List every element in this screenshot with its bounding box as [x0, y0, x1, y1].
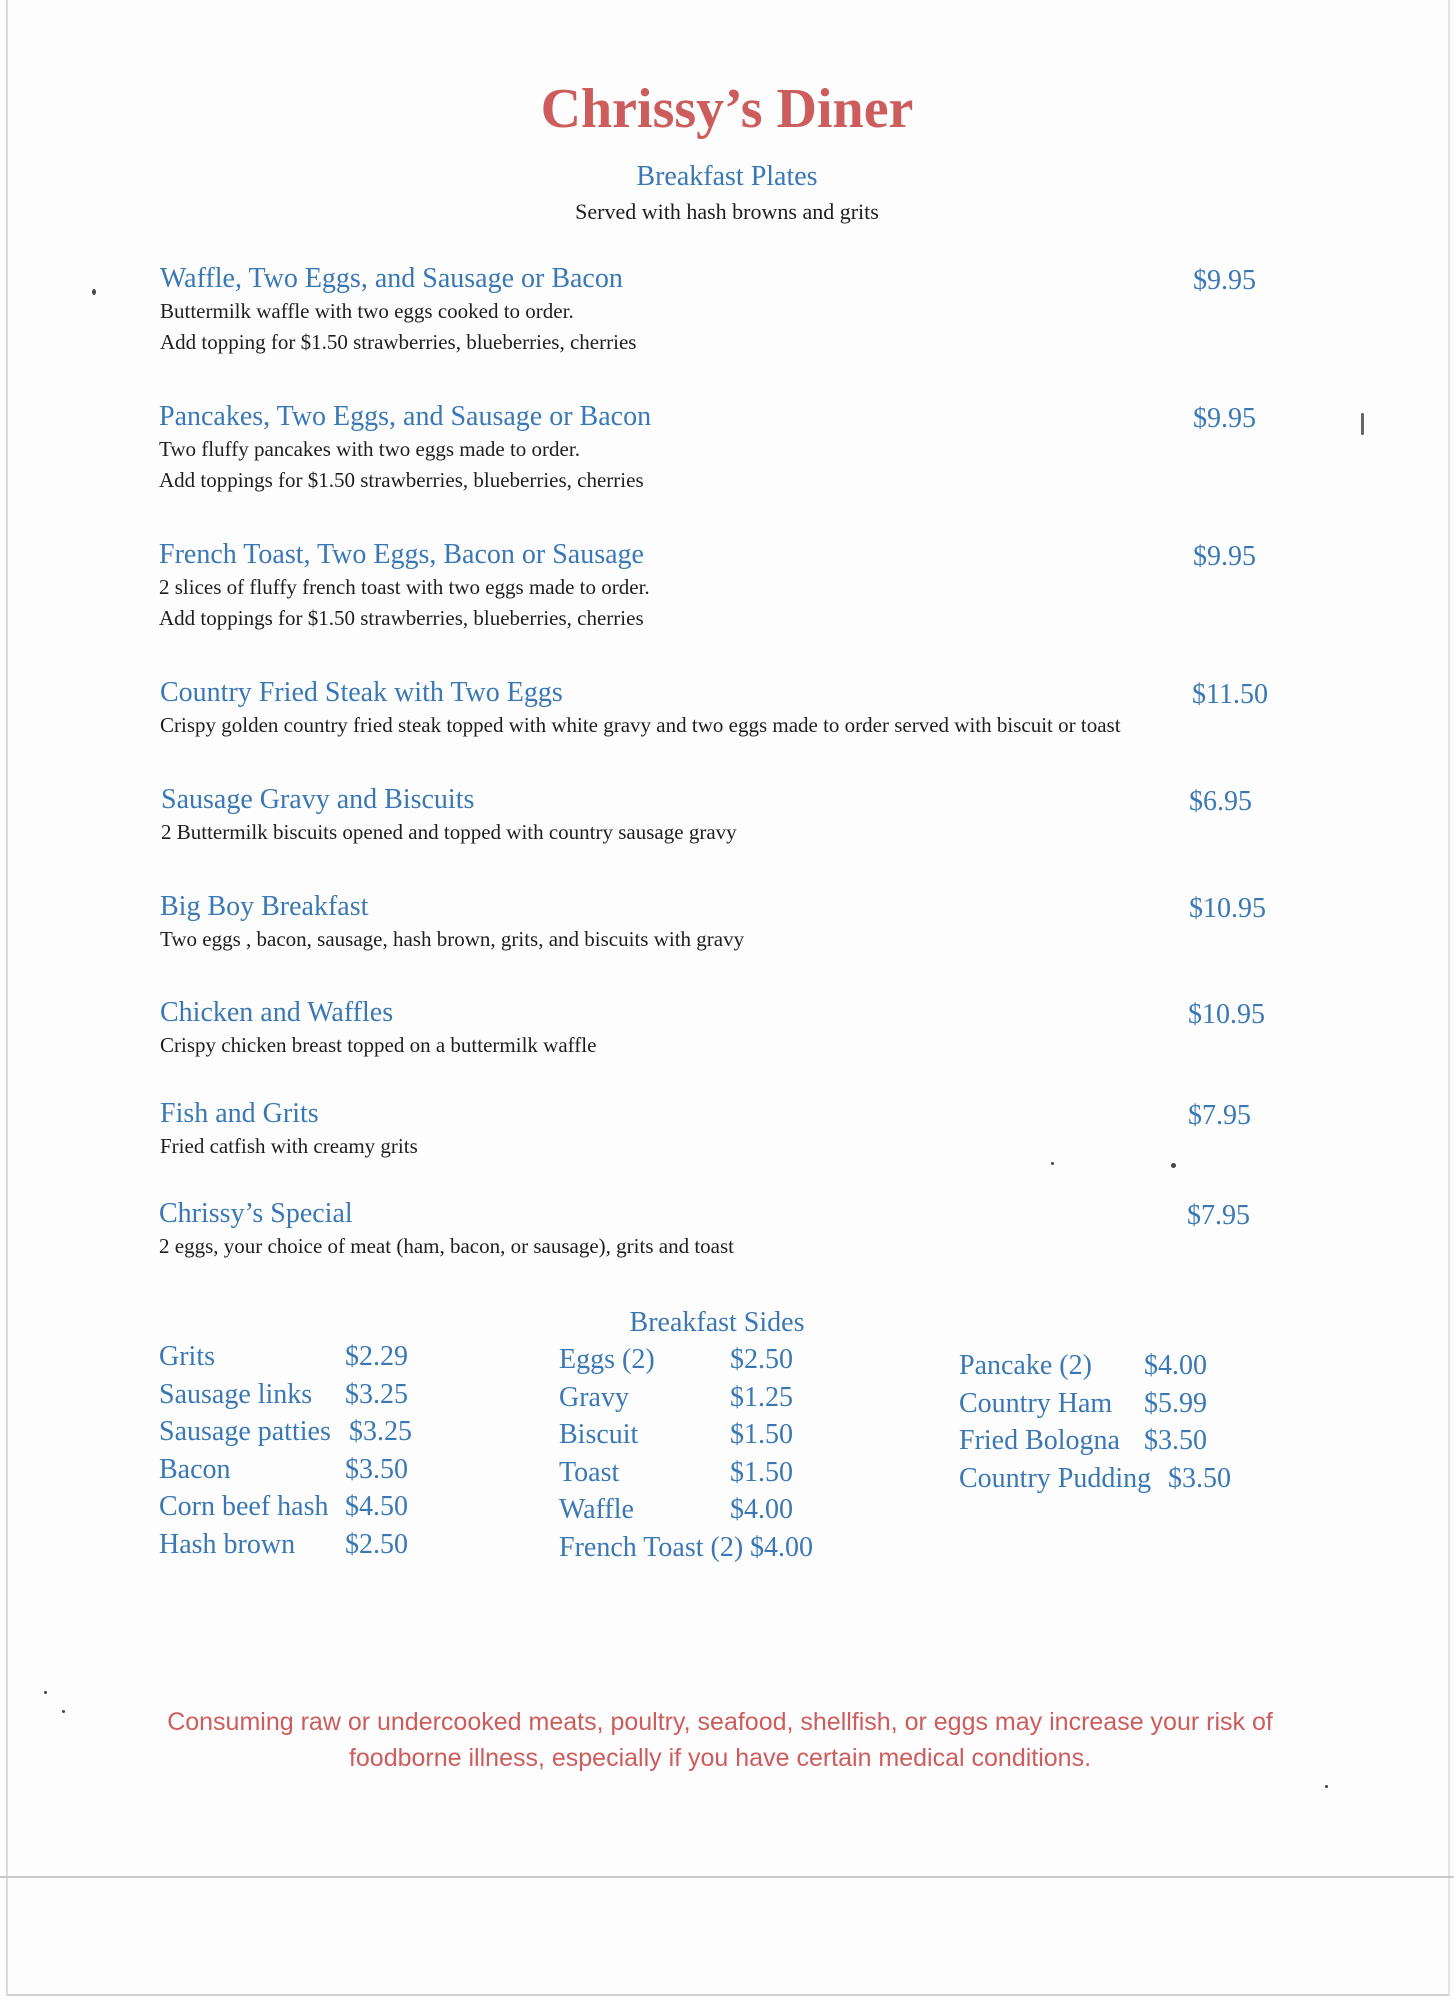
menu-item-description: 2 slices of fluffy french toast with two eggs made to order. [159, 575, 650, 599]
side-item-price: $3.25 [349, 1416, 412, 1447]
menu-item-name: Pancakes, Two Eggs, and Sausage or Bacon [159, 401, 652, 432]
side-item [559, 1454, 793, 1492]
side-item-price: $2.29 [345, 1341, 408, 1372]
side-item-name: Eggs (2) [559, 1344, 655, 1375]
side-item-price: $1.50 [730, 1419, 793, 1450]
section-note: Served with hash browns and grits [575, 199, 879, 224]
scan-speck [1051, 1162, 1054, 1165]
side-item-name: Sausage links [159, 1378, 313, 1410]
side-item [159, 1413, 412, 1451]
menu-item [160, 1097, 1280, 1162]
diner-title: Chrissy’s Diner [540, 78, 914, 140]
menu-item-name: Chicken and Waffles [160, 997, 394, 1028]
side-item-price: $3.50 [345, 1453, 408, 1485]
scan-speck [1171, 1163, 1176, 1168]
scan-line [0, 1876, 1454, 1878]
menu-item-name: Country Fried Steak with Two Eggs [160, 677, 563, 708]
side-item-price: $5.99 [1144, 1387, 1207, 1419]
menu-item-price: $9.95 [1193, 403, 1256, 434]
side-item [959, 1347, 1207, 1385]
scan-speck [92, 289, 96, 295]
scan-speck [1361, 413, 1364, 435]
side-item-name: French Toast (2) [559, 1531, 744, 1563]
side-item [959, 1422, 1207, 1460]
sides-column-1 [159, 1338, 412, 1563]
menu-item [159, 400, 1279, 496]
side-item [559, 1341, 793, 1379]
side-item-price: $1.50 [730, 1456, 793, 1488]
menu-item-price: $7.95 [1188, 1100, 1251, 1131]
menu-item-description: Two fluffy pancakes with two eggs made to order. [159, 437, 580, 461]
side-item-name: Pancake (2) [959, 1350, 1092, 1381]
menu-item-price: $11.50 [1192, 679, 1268, 710]
side-item-name: Grits [159, 1341, 215, 1372]
menu-item-name: Fish and Grits [160, 1098, 319, 1129]
side-item-name: Country Ham [959, 1387, 1113, 1419]
side-item-name: Toast [559, 1456, 620, 1488]
side-item-name: Fried Bologna [959, 1425, 1120, 1456]
menu-item-description: Add toppings for $1.50 strawberries, blueberries, cherries [159, 468, 644, 492]
menu-item-description: Add topping for $1.50 strawberries, blueberries, cherries [160, 330, 637, 354]
side-item-price: $1.25 [730, 1381, 793, 1413]
menu-item-price: $10.95 [1189, 893, 1266, 924]
menu-item [161, 783, 1281, 848]
menu-item-price: $9.95 [1193, 265, 1256, 296]
side-item [559, 1379, 793, 1417]
menu-item [160, 262, 1280, 358]
menu-item-description: Add toppings for $1.50 strawberries, blueberries, cherries [159, 606, 644, 630]
side-item-price: $2.50 [345, 1528, 408, 1560]
side-item-name: Waffle [559, 1494, 634, 1525]
menu-item-name: Sausage Gravy and Biscuits [161, 784, 475, 815]
menu-item-description: Crispy golden country fried steak topped with white gravy and two eggs made to order served with biscuit or toast [160, 713, 1121, 737]
side-item-name: Hash brown [159, 1528, 296, 1560]
side-item [959, 1460, 1231, 1498]
side-item-price: $3.50 [1168, 1462, 1231, 1494]
side-item-price: $4.00 [750, 1531, 813, 1563]
side-item [959, 1385, 1207, 1423]
menu-item-price: $6.95 [1189, 786, 1252, 817]
sides-column-3 [959, 1347, 1231, 1497]
side-item-price: $4.50 [345, 1491, 408, 1522]
menu-item [160, 890, 1280, 955]
side-item-name: Biscuit [559, 1419, 639, 1450]
menu-item [160, 996, 1280, 1061]
side-item-price: $4.00 [1144, 1350, 1207, 1381]
menu-item-price: $9.95 [1193, 541, 1256, 572]
menu-item [160, 676, 1280, 741]
menu-item-description: 2 eggs, your choice of meat (ham, bacon, or sausage), grits and toast [159, 1234, 734, 1258]
food-safety-warning: Consuming raw or undercooked meats, poultry, seafood, shellfish, or eggs may increase your risk of foodborne illness, especially if you have certain medical conditions. [167, 1708, 1273, 1772]
side-item [159, 1376, 408, 1414]
menu-item-price: $10.95 [1188, 999, 1265, 1030]
menu-item [159, 538, 1279, 634]
menu-item-name: French Toast, Two Eggs, Bacon or Sausage [159, 539, 644, 570]
side-item-name: Corn beef hash [159, 1491, 329, 1522]
menu-item-description: Crispy chicken breast topped on a buttermilk waffle [160, 1033, 597, 1057]
side-item [159, 1526, 408, 1564]
side-item [159, 1488, 408, 1526]
side-item [559, 1529, 813, 1567]
menu-item-name: Chrissy’s Special [159, 1198, 353, 1229]
menu-item-name: Big Boy Breakfast [160, 891, 369, 922]
side-item [559, 1416, 793, 1454]
menu-item-description: Buttermilk waffle with two eggs cooked to order. [160, 299, 574, 323]
side-item-name: Sausage patties [159, 1416, 331, 1447]
side-item-price: $4.00 [730, 1494, 793, 1525]
scan-speck [44, 1691, 47, 1694]
side-item-price: $2.50 [730, 1344, 793, 1375]
sides-title: Breakfast Sides [629, 1307, 805, 1338]
side-item-name: Gravy [559, 1381, 629, 1413]
scan-speck [62, 1710, 65, 1713]
side-item [159, 1338, 408, 1376]
scan-speck [1325, 1785, 1328, 1788]
side-item-price: $3.50 [1144, 1425, 1207, 1456]
menu-item-name: Waffle, Two Eggs, and Sausage or Bacon [160, 263, 623, 294]
section-title: Breakfast Plates [636, 161, 818, 192]
menu-item-description: Fried catfish with creamy grits [160, 1134, 418, 1158]
menu-item-price: $7.95 [1187, 1200, 1250, 1231]
side-item [559, 1491, 793, 1529]
side-item-name: Bacon [159, 1453, 231, 1485]
menu-item [159, 1197, 1279, 1262]
side-item-price: $3.25 [345, 1378, 408, 1410]
sides-column-2 [559, 1341, 813, 1566]
side-item-name: Country Pudding [959, 1462, 1152, 1494]
side-item [159, 1451, 408, 1489]
menu-item-description: 2 Buttermilk biscuits opened and topped with country sausage gravy [161, 820, 737, 844]
menu-item-description: Two eggs , bacon, sausage, hash brown, grits, and biscuits with gravy [160, 927, 745, 951]
